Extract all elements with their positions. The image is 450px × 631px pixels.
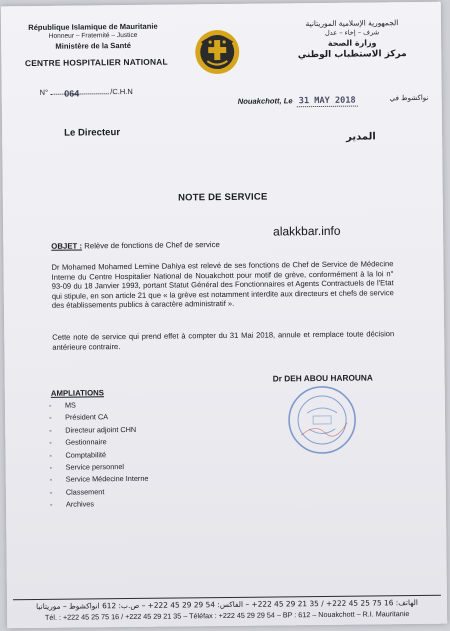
ministry: Ministère de la Santé — [55, 40, 131, 51]
ref-suffix: /C.H.N — [110, 86, 133, 97]
ministry-ar: وزارة الصحة — [327, 38, 377, 48]
objet-label: OBJET : — [51, 241, 83, 251]
watermark: alakkbar.info — [273, 223, 341, 239]
ref-prefix: N° — [39, 87, 49, 97]
institution-name: CENTRE HOSPITALIER NATIONAL — [24, 56, 168, 69]
motto-ar: شرف – إخاء – عدل — [324, 28, 380, 37]
body-paragraph-2: Cette note de service qui prend effet à compter du 31 Mai 2018, annule et remplace toute décision antérieure contraire. — [52, 329, 395, 352]
date-stamp: 31 MAY 2018 — [297, 96, 358, 108]
list-item: - Service personnel — [49, 462, 125, 472]
document-title: NOTE DE SERVICE — [178, 191, 268, 204]
list-item: - Comptabilité — [49, 449, 107, 460]
objet-line — [51, 240, 220, 251]
body-paragraph-1: Dr Mohamed Mohamed Lemine Dahiya est relevé de ses fonctions de Chef de Service de Médecine Interne du Centre Hospitalier National de Nouakchott pour motif de grève, conformément à la loi n° 93-09 du 18 Janvier 1993, portant Statut Général des Fonctionnaires et Agents Contractuels de l'Etat qui stipule, en son article 21 que « la grève est notamment interdite aux directeurs et chefs de service des établissements publics à caractère administratif ». — [51, 259, 394, 311]
chn-logo-icon — [193, 28, 242, 77]
institution-name-ar: مركز الاستطباب الوطني — [297, 49, 407, 61]
role-label-ar: المدير — [346, 131, 376, 143]
country-name-ar: الجمهورية الإسلامية الموريتانية — [305, 18, 399, 29]
ampliations-list — [49, 399, 149, 512]
official-stamp-icon — [285, 383, 360, 458]
list-item: - Directeur adjoint CHN — [49, 424, 137, 435]
list-item: - Classement — [49, 486, 105, 497]
list-item: - Archives — [49, 499, 95, 509]
list-item: - MS — [48, 400, 76, 410]
signatory-name: Dr DEH ABOU HAROUNA — [272, 372, 373, 384]
list-item: - Gestionnaire — [49, 437, 107, 448]
country-name: République Islamique de Mauritanie — [28, 21, 158, 33]
date-prefix: Nouakchott, Le — [237, 96, 293, 106]
objet-text: Relève de fonctions de Chef de service — [84, 240, 220, 251]
ref-number: 064 — [64, 88, 80, 99]
document-page — [1, 2, 447, 629]
date-line — [238, 96, 358, 107]
ampliations-title: AMPLIATIONS — [50, 388, 104, 398]
list-item: - Président CA — [49, 412, 109, 423]
role-label: Le Directeur — [64, 127, 121, 139]
footer-contact-fr: Tél. : +222 45 25 75 16 / +222 45 29 21 35 – Téléfax : +222 45 29 29 54 – BP : 612 – Nouakchott – R.I. Mauritanie — [44, 609, 410, 622]
date-ar: نواكشوط في — [389, 93, 429, 103]
motto: Honneur – Fraternité – Justice — [48, 31, 138, 40]
reference-number — [40, 87, 133, 97]
list-item: - Service Médecine Interne — [49, 474, 149, 485]
footer-contact-ar: الهاتف: 16 75 25 45 222+ / 35 21 29 45 222+ – الفاكس: 54 29 29 45 222+ – ص.ب: 612 انواكشوط – موريتانيا — [36, 597, 418, 611]
